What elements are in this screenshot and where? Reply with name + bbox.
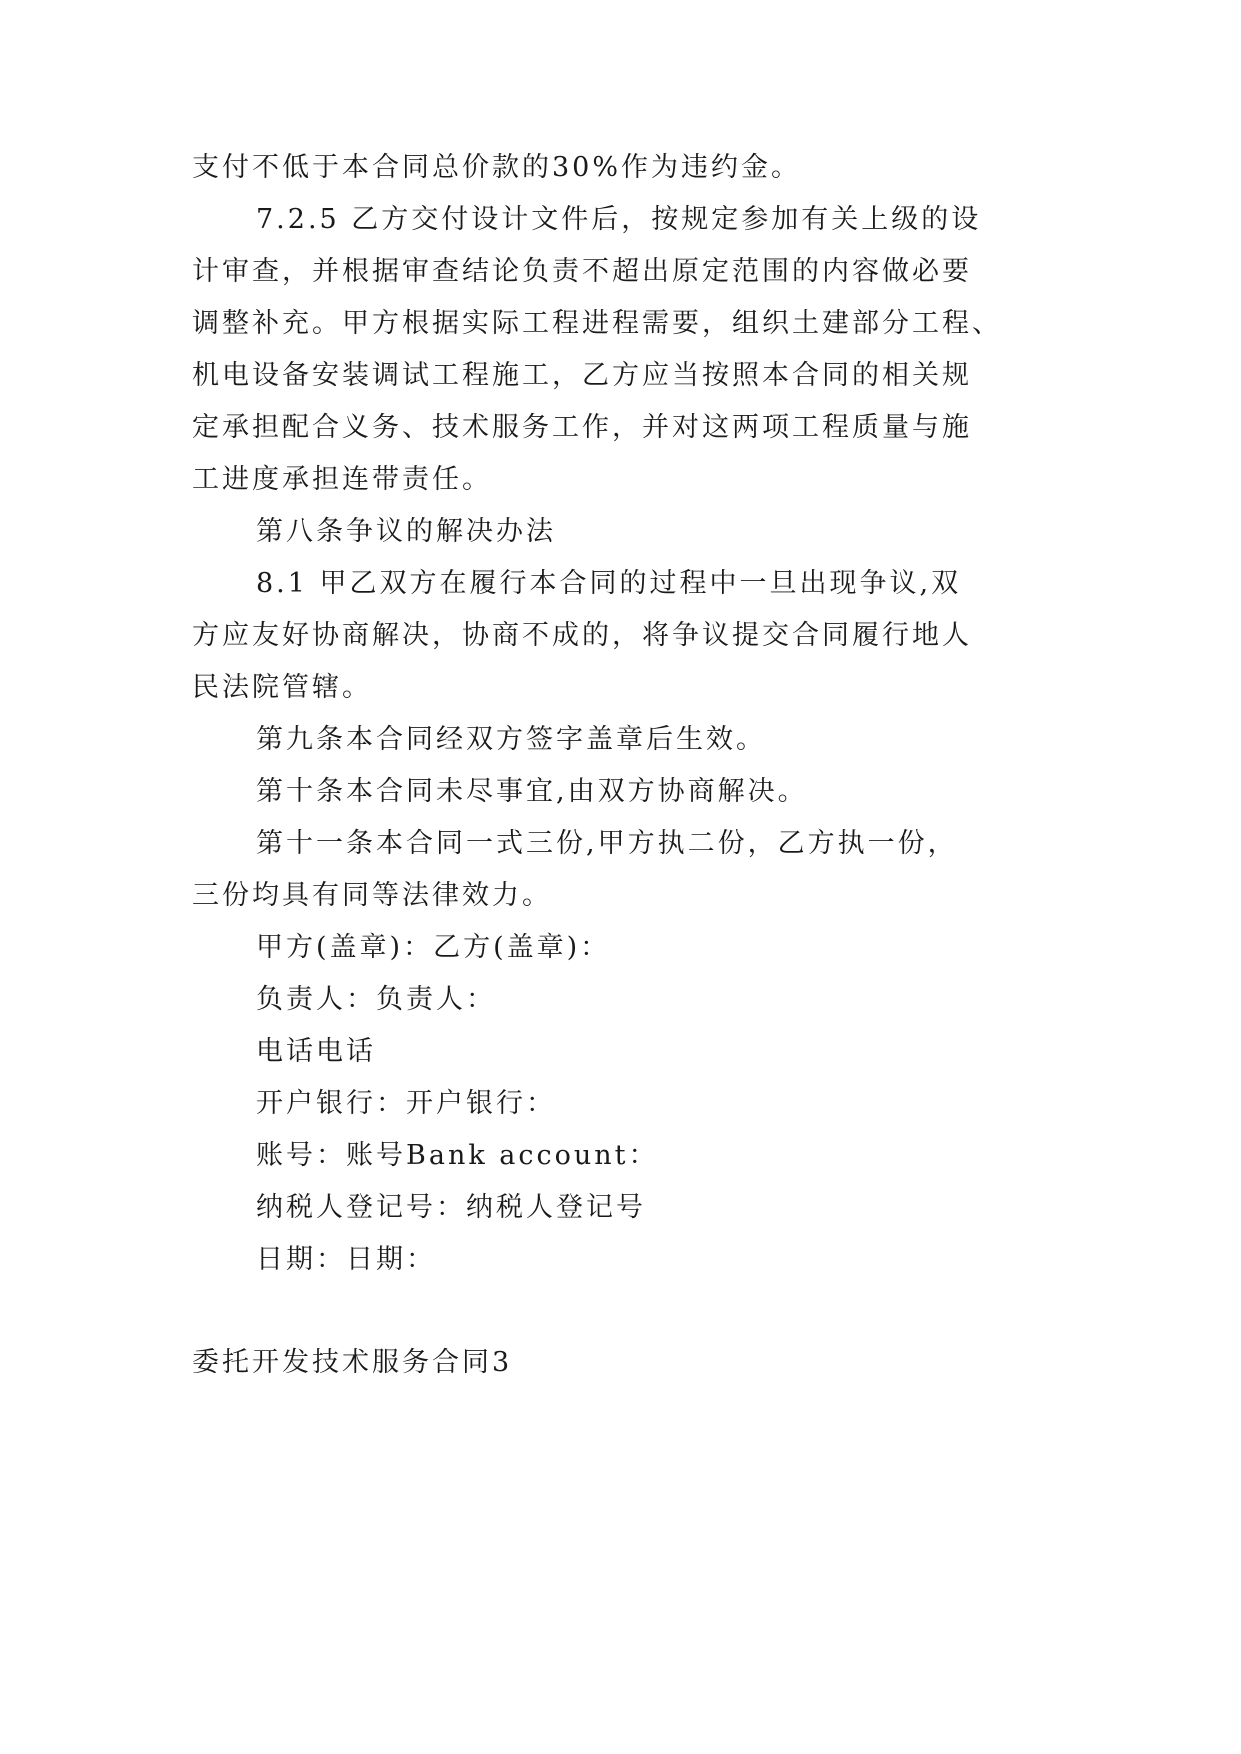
signature-field: 负责人：负责人： xyxy=(256,984,496,1015)
text-line: 8.1 甲乙双方在履行本合同的过程中一旦出现争议,双 xyxy=(256,568,962,599)
text-line: 三份均具有同等法律效力。 xyxy=(192,880,552,911)
text-line: 调整补充。甲方根据实际工程进程需要，组织土建部分工程、 xyxy=(192,308,1002,339)
signature-field: 纳税人登记号：纳税人登记号 xyxy=(256,1192,646,1223)
section-heading: 第八条争议的解决办法 xyxy=(256,516,556,547)
text-line: 方应友好协商解决，协商不成的，将争议提交合同履行地人 xyxy=(192,620,972,651)
text-line: 第九条本合同经双方签字盖章后生效。 xyxy=(256,724,766,755)
text-line: 定承担配合义务、技术服务工作，并对这两项工程质量与施 xyxy=(192,412,972,443)
text-line: 7.2.5 乙方交付设计文件后，按规定参加有关上级的设 xyxy=(256,204,982,235)
text-line: 第十条本合同未尽事宜,由双方协商解决。 xyxy=(256,776,808,807)
signature-field: 电话电话 xyxy=(256,1036,376,1067)
text-line: 机电设备安装调试工程施工，乙方应当按照本合同的相关规 xyxy=(192,360,972,391)
text-line: 工进度承担连带责任。 xyxy=(192,464,492,495)
signature-field: 甲方(盖章)：乙方(盖章)： xyxy=(256,932,611,963)
signature-field: 日期：日期： xyxy=(256,1244,436,1275)
document-title: 委托开发技术服务合同3 xyxy=(192,1347,513,1378)
text-line: 计审查，并根据审查结论负责不超出原定范围的内容做必要 xyxy=(192,256,972,287)
signature-field: 开户银行：开户银行： xyxy=(256,1088,556,1119)
text-line: 民法院管辖。 xyxy=(192,672,372,703)
text-line: 支付不低于本合同总价款的30%作为违约金。 xyxy=(192,152,802,183)
signature-field: 账号：账号Bank account： xyxy=(256,1140,659,1171)
text-line: 第十一条本合同一式三份,甲方执二份，乙方执一份， xyxy=(256,828,958,859)
